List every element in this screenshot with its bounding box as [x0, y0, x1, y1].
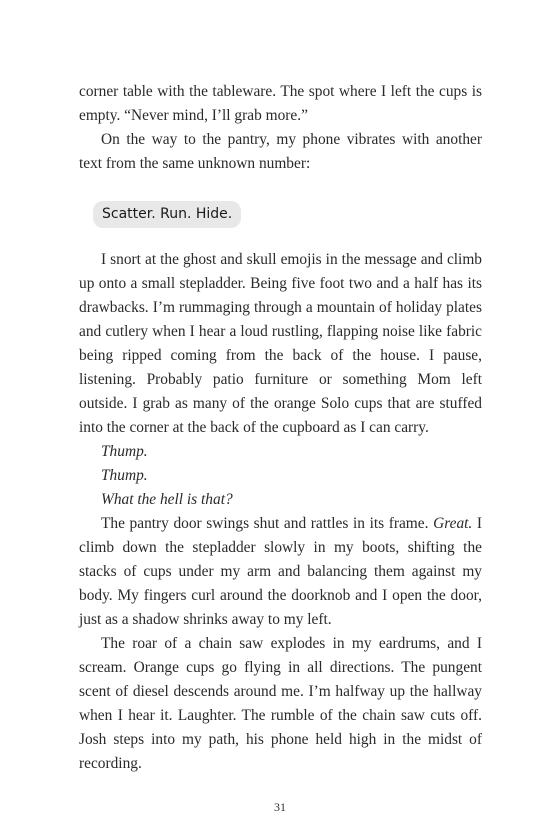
paragraph: The roar of a chain saw explodes in my eardrums, and I scream. Orange cups go flying in all directions. The pungent scent of diesel descends around me. I’m halfway up the hallway when I hear it. Laughter. The rumble of the chain saw cuts off. Josh steps into my path, his phone held high in the midst of recording.: [79, 635, 482, 772]
italic-line: Thump.: [101, 467, 148, 484]
paragraph-text: I climb down the stepladder slowly in my boots, shifting the stacks of cups under my arm and balancing them against my body. My fingers curl around the doorknob and I open the door, just as a shadow shrinks away to my left.: [79, 515, 483, 628]
paragraph: On the way to the pantry, my phone vibrates with another text from the same unknown number:: [79, 131, 482, 172]
italic-line: Thump.: [101, 443, 148, 460]
paragraph-text: The pantry door swings shut and rattles in its frame.: [101, 515, 434, 532]
body-text-top: [79, 80, 482, 176]
paragraph: [79, 512, 482, 632]
paragraph: corner table with the tableware. The spot where I left the cups is empty. “Never mind, I’ll grab more.”: [79, 83, 482, 124]
page-number: 31: [274, 800, 286, 814]
paragraph: I snort at the ghost and skull emojis in the message and climb up onto a small stepladder. Being five foot two and a half has its drawbacks. I’m rummaging through a mountain of holiday plates and cutlery when I hear a loud rustling, flapping noise like fabric being ripped coming from the back of the house. I pause, listening. Probably patio furniture or something Mom left outside. I grab as many of the orange Solo cups that are stuffed into the corner at the back of the cupboard as I can carry.: [79, 251, 482, 436]
italic-line: What the hell is that?: [101, 491, 233, 508]
text-message-bubble: Scatter. Run. Hide.: [93, 201, 241, 228]
body-text-main: [79, 248, 482, 776]
emphasis-text: Great.: [433, 515, 473, 532]
